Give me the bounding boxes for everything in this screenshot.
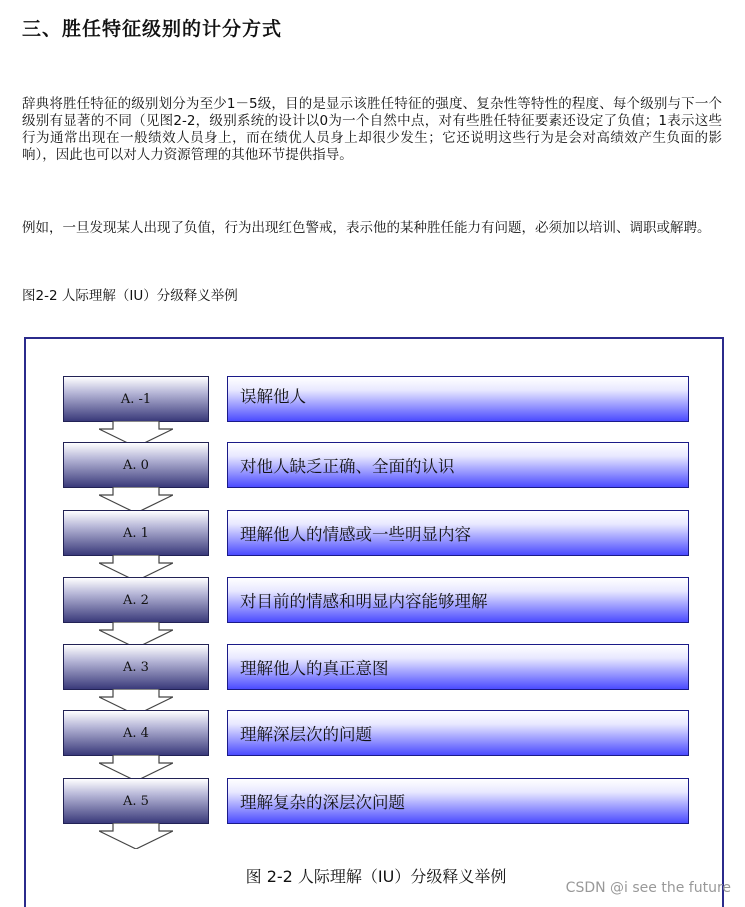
- level-description: 对他人缺乏正确、全面的认识: [227, 442, 689, 488]
- level-label: A. 4: [63, 710, 209, 756]
- paragraph-2: 例如，一旦发现某人出现了负值，行为出现红色警戒，表示他的某种胜任能力有问题，必须加以培训、调职或解聘。: [22, 220, 711, 236]
- level-description: 理解他人的真正意图: [227, 644, 689, 690]
- paragraph-1: 辞典将胜任特征的级别划分为至少1－5级，目的是显示该胜任特征的强度、复杂性等特性的程度、每个级别与下一个级别有显著的不同（见图2-2，级别系统的设计以0为一个自然中点，对有些胜任特征要素还设定了负值；1表示这些行为通常出现在一般绩效人员身上，而在绩优人员身上却很少发生；它还说明这些行为是会对高绩效产生负面的影响），因此也可以对人力资源管理的其他环节提供指导。: [22, 96, 722, 163]
- level-description: 误解他人: [227, 376, 689, 422]
- level-label: A. 1: [63, 510, 209, 556]
- level-label: A. 3: [63, 644, 209, 690]
- level-description: 对目前的情感和明显内容能够理解: [227, 577, 689, 623]
- level-row: [26, 442, 726, 508]
- level-row: [26, 644, 726, 710]
- level-label: A. 0: [63, 442, 209, 488]
- level-label: A. -1: [63, 376, 209, 422]
- level-label: A. 5: [63, 778, 209, 824]
- level-diagram: [24, 337, 724, 907]
- figure-title: 图2-2 人际理解（IU）分级释义举例: [22, 288, 238, 304]
- level-description: 理解深层次的问题: [227, 710, 689, 756]
- level-row: [26, 778, 726, 844]
- level-description: 理解复杂的深层次问题: [227, 778, 689, 824]
- down-arrow-icon: [99, 823, 173, 849]
- level-row: [26, 710, 726, 776]
- watermark: CSDN @i see the future: [565, 880, 731, 896]
- level-description: 理解他人的情感或一些明显内容: [227, 510, 689, 556]
- figure-caption: 图 2-2 人际理解（IU）分级释义举例: [245, 867, 507, 886]
- level-row: [26, 577, 726, 643]
- level-row: [26, 376, 726, 442]
- level-label: A. 2: [63, 577, 209, 623]
- level-row: [26, 510, 726, 576]
- section-heading: 三、胜任特征级别的计分方式: [22, 18, 283, 40]
